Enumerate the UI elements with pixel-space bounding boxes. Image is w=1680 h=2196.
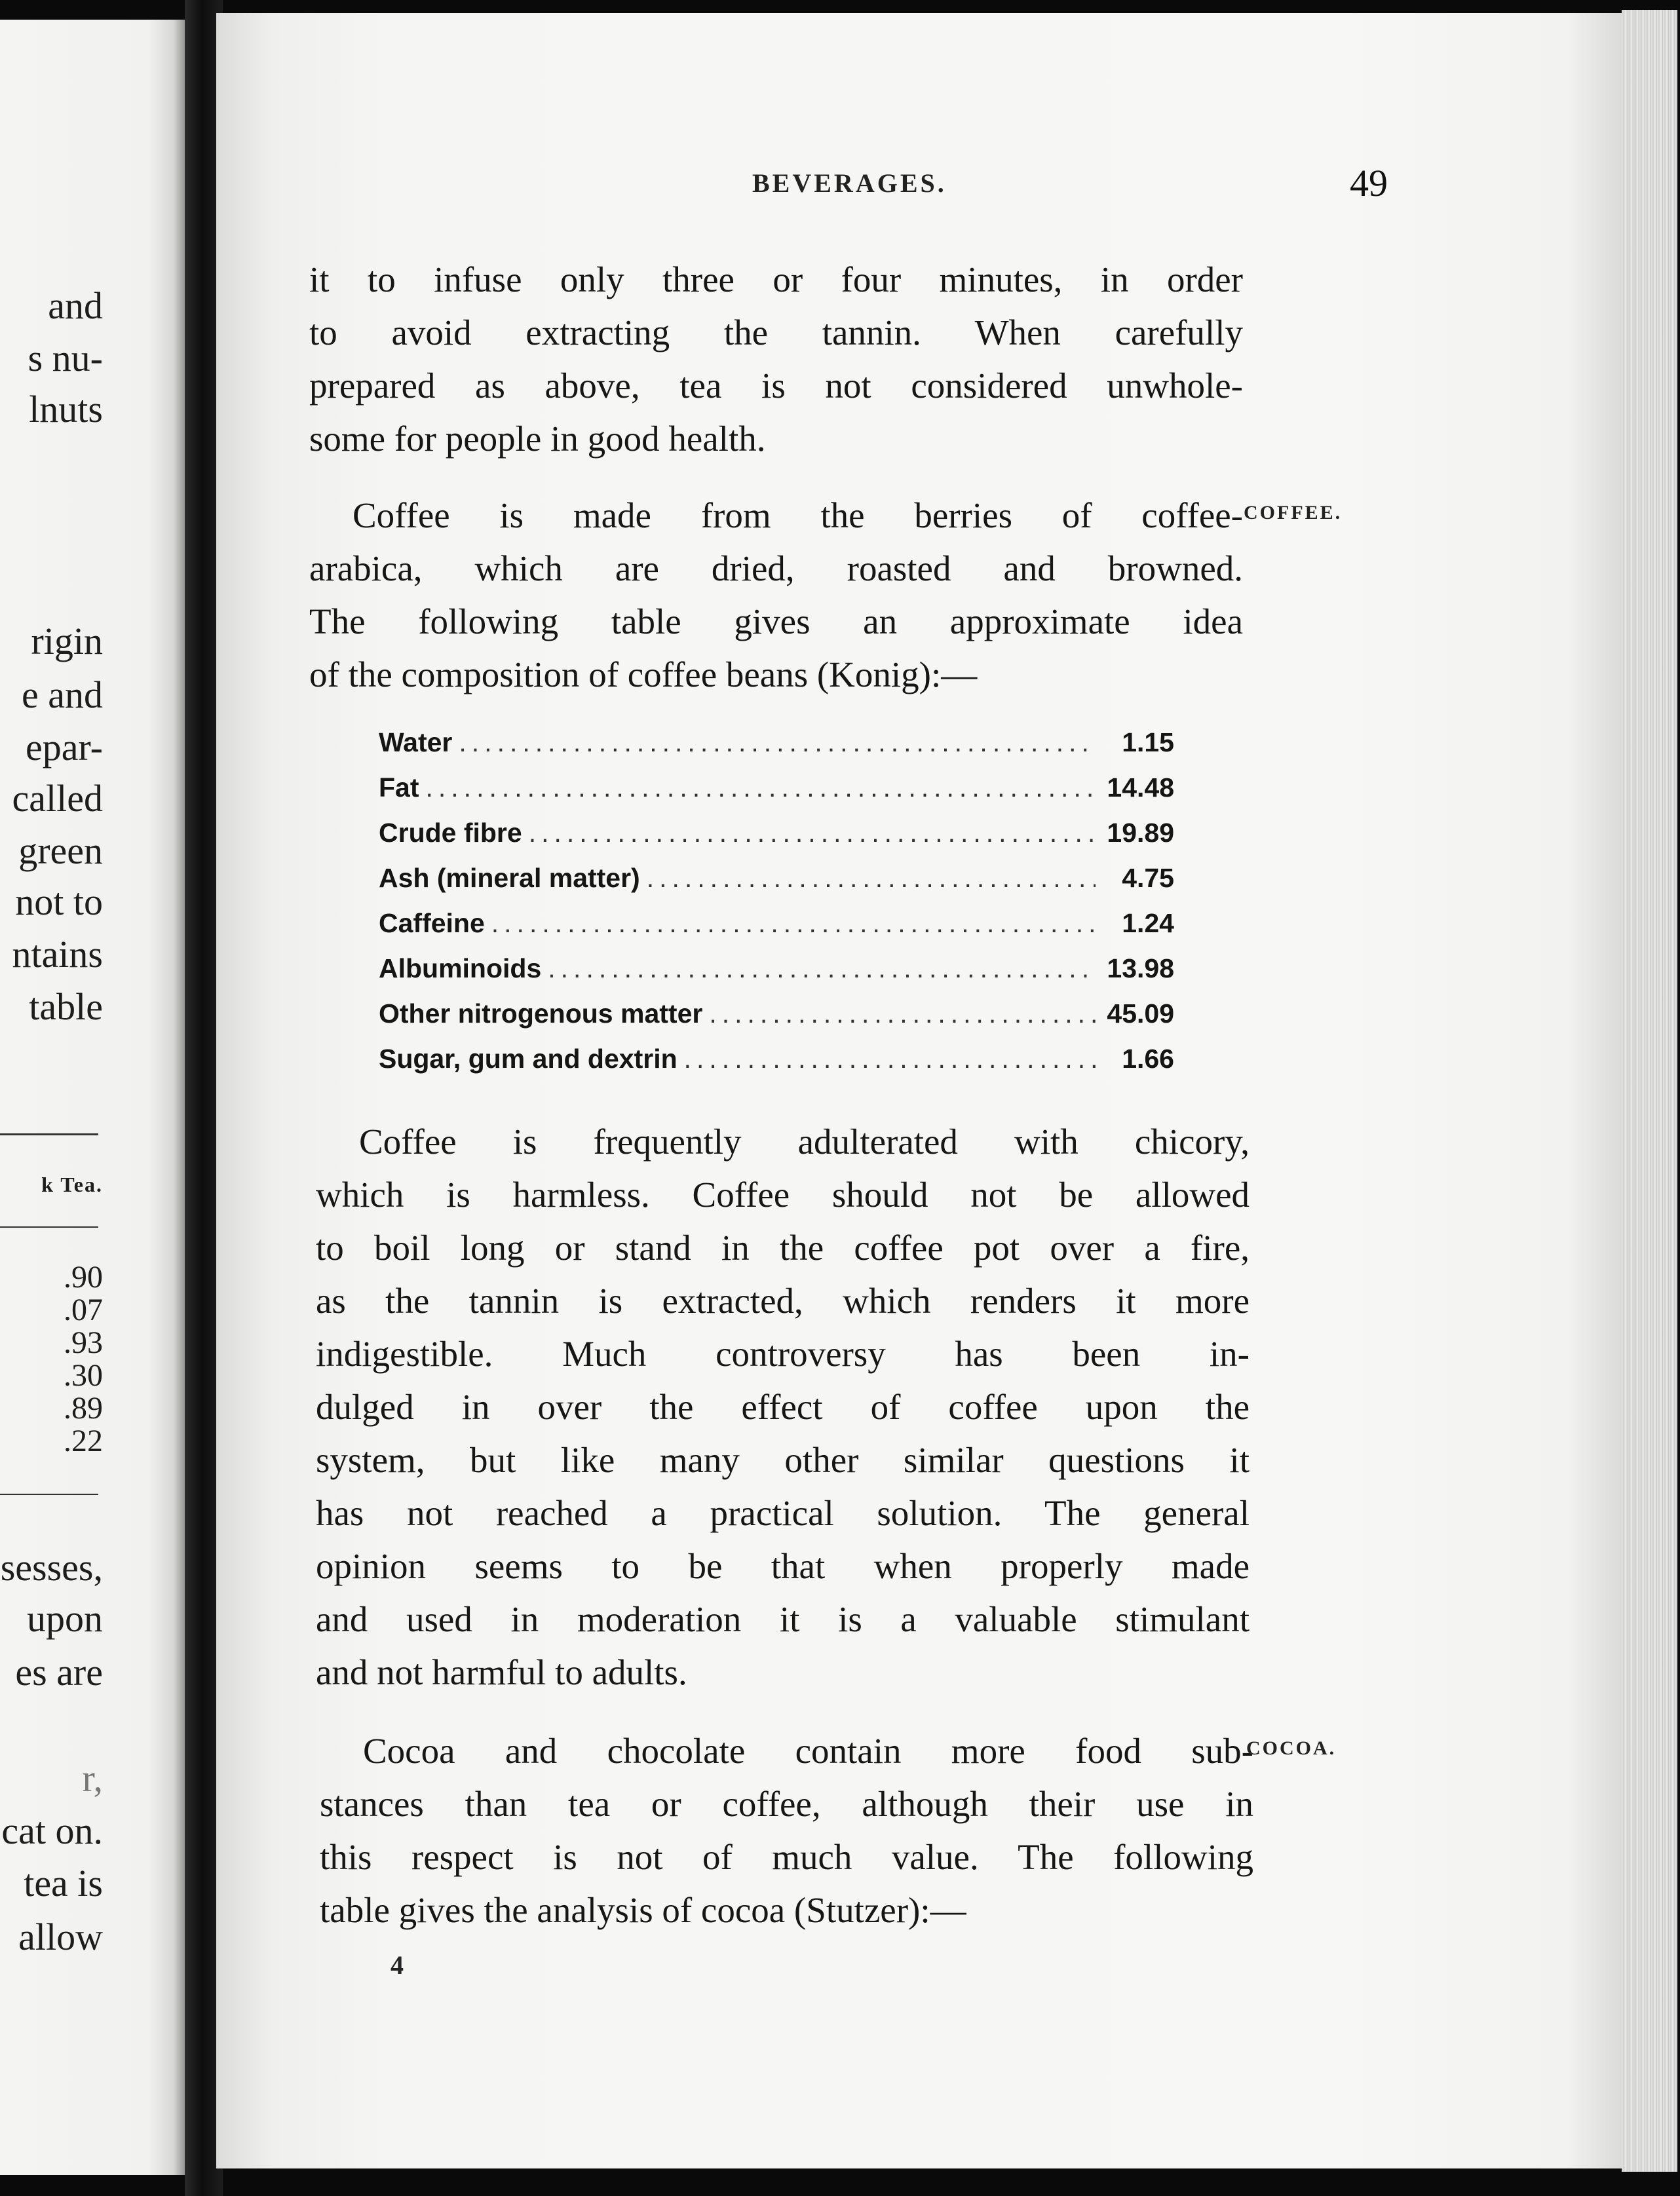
text-line: dulged in over the effect of coffee upon the — [316, 1387, 1250, 1427]
left-page-fragment: s nu- — [28, 337, 103, 379]
text-line: as the tannin is extracted, which renders it more — [316, 1281, 1250, 1321]
text-line: this respect is not of much value. The following — [320, 1837, 1253, 1877]
left-page-fragment: green — [18, 829, 103, 872]
left-page-fragment: k Tea. — [41, 1173, 103, 1196]
left-page-fragment: .22 — [64, 1424, 103, 1458]
left-page-fragment: epar- — [26, 726, 103, 768]
leader-dots — [548, 953, 1096, 984]
left-page-fragment: .89 — [64, 1391, 103, 1426]
table-rule — [0, 1494, 98, 1495]
coffee-composition-table — [379, 727, 1174, 1089]
table-rule — [0, 1133, 98, 1135]
row-label: Water — [379, 727, 453, 757]
left-page-fragment: tea is — [24, 1862, 103, 1904]
row-value: 45.09 — [1107, 998, 1174, 1029]
previous-page — [0, 20, 187, 2175]
row-label: Caffeine — [379, 908, 485, 938]
leader-dots — [491, 908, 1096, 939]
text-line: opinion seems to be that when properly made — [316, 1546, 1250, 1586]
row-label: Crude fibre — [379, 818, 522, 848]
text-line: of the composition of coffee beans (Konig):— — [309, 654, 978, 694]
text-line: and used in moderation it is a valuable stimulant — [316, 1599, 1250, 1639]
left-page-fragment: lnuts — [29, 388, 103, 430]
left-page-fragment: called — [12, 777, 103, 820]
row-value: 1.24 — [1122, 908, 1174, 938]
table-row — [379, 1044, 1174, 1089]
text-line: table gives the analysis of cocoa (Stutzer):— — [320, 1890, 966, 1930]
table-row — [379, 727, 1174, 772]
leader-dots — [459, 727, 1096, 758]
row-label: Ash (mineral matter) — [379, 863, 640, 893]
left-page-fragment: upon — [27, 1597, 103, 1640]
left-page-fragment: ntains — [12, 933, 103, 975]
left-page-fragment: .93 — [64, 1325, 103, 1360]
text-line: to avoid extracting the tannin. When carefully — [309, 312, 1243, 352]
table-rule — [0, 1226, 98, 1228]
running-head: BEVERAGES. — [752, 168, 947, 198]
table-row — [379, 863, 1174, 908]
text-line: has not reached a practical solution. The general — [316, 1493, 1250, 1533]
row-label: Sugar, gum and dextrin — [379, 1044, 678, 1074]
text-line: Coffee is frequently adulterated with chicory, — [359, 1122, 1250, 1162]
left-page-fragment: cat on. — [1, 1809, 103, 1852]
row-label: Fat — [379, 772, 419, 803]
side-note-coffee: COFFEE. — [1244, 502, 1343, 523]
table-row — [379, 818, 1174, 863]
leader-dots — [647, 863, 1096, 894]
left-page-fragment: allow — [18, 1916, 103, 1958]
row-label: Albuminoids — [379, 953, 542, 983]
signature-mark: 4 — [391, 1950, 404, 1980]
text-line: some for people in good health. — [309, 419, 766, 459]
left-page-fragment: r, — [82, 1757, 103, 1800]
paragraph-coffee-adulteration — [316, 1115, 1250, 1699]
text-line: The following table gives an approximate idea — [309, 601, 1243, 641]
row-value: 14.48 — [1107, 772, 1174, 803]
paragraph-cocoa-intro — [320, 1724, 1253, 1937]
text-line: it to infuse only three or four minutes, in order — [309, 259, 1243, 299]
table-row — [379, 908, 1174, 953]
left-page-fragment: es are — [15, 1651, 103, 1694]
text-line: to boil long or stand in the coffee pot over a fire, — [316, 1228, 1250, 1268]
row-value: 1.15 — [1122, 727, 1174, 757]
table-row — [379, 772, 1174, 818]
leader-dots — [529, 818, 1096, 848]
table-row — [379, 953, 1174, 998]
left-page-fragment: .90 — [64, 1260, 103, 1295]
leader-dots — [426, 772, 1096, 803]
text-line: indigestible. Much controversy has been in- — [316, 1334, 1250, 1374]
text-line: and not harmful to adults. — [316, 1652, 687, 1692]
left-page-fragment: .07 — [64, 1293, 103, 1327]
row-label: Other nitrogenous matter — [379, 998, 703, 1029]
left-page-fragment: e and — [22, 673, 103, 716]
row-value: 13.98 — [1107, 953, 1174, 983]
page-number: 49 — [1350, 162, 1388, 204]
text-line: system, but like many other similar questions it — [316, 1440, 1250, 1480]
text-line: which is harmless. Coffee should not be allowed — [316, 1175, 1250, 1215]
left-page-fragment: .30 — [64, 1358, 103, 1393]
left-page-fragment: table — [29, 985, 103, 1028]
text-line: stances than tea or coffee, although their use in — [320, 1784, 1253, 1824]
page-edges — [1622, 10, 1677, 2172]
left-page-fragment: and — [48, 284, 103, 327]
leader-dots — [709, 998, 1096, 1029]
paragraph-coffee-intro — [309, 489, 1243, 701]
left-page-fragment: sesses, — [0, 1546, 103, 1589]
text-line: Coffee is made from the berries of coffee- — [353, 495, 1243, 535]
text-line: Cocoa and chocolate contain more food sub- — [363, 1731, 1253, 1771]
text-line: prepared as above, tea is not considered unwhole- — [309, 366, 1243, 406]
left-page-fragment: not to — [15, 880, 103, 923]
row-value: 19.89 — [1107, 818, 1174, 848]
side-note-cocoa: COCOA. — [1246, 1737, 1337, 1759]
row-value: 1.66 — [1122, 1044, 1174, 1074]
paragraph-tea-conclusion — [309, 253, 1243, 465]
text-line: arabica, which are dried, roasted and browned. — [309, 548, 1243, 588]
row-value: 4.75 — [1122, 863, 1174, 893]
table-row — [379, 998, 1174, 1044]
left-page-fragment: rigin — [31, 620, 103, 662]
leader-dots — [684, 1044, 1096, 1074]
